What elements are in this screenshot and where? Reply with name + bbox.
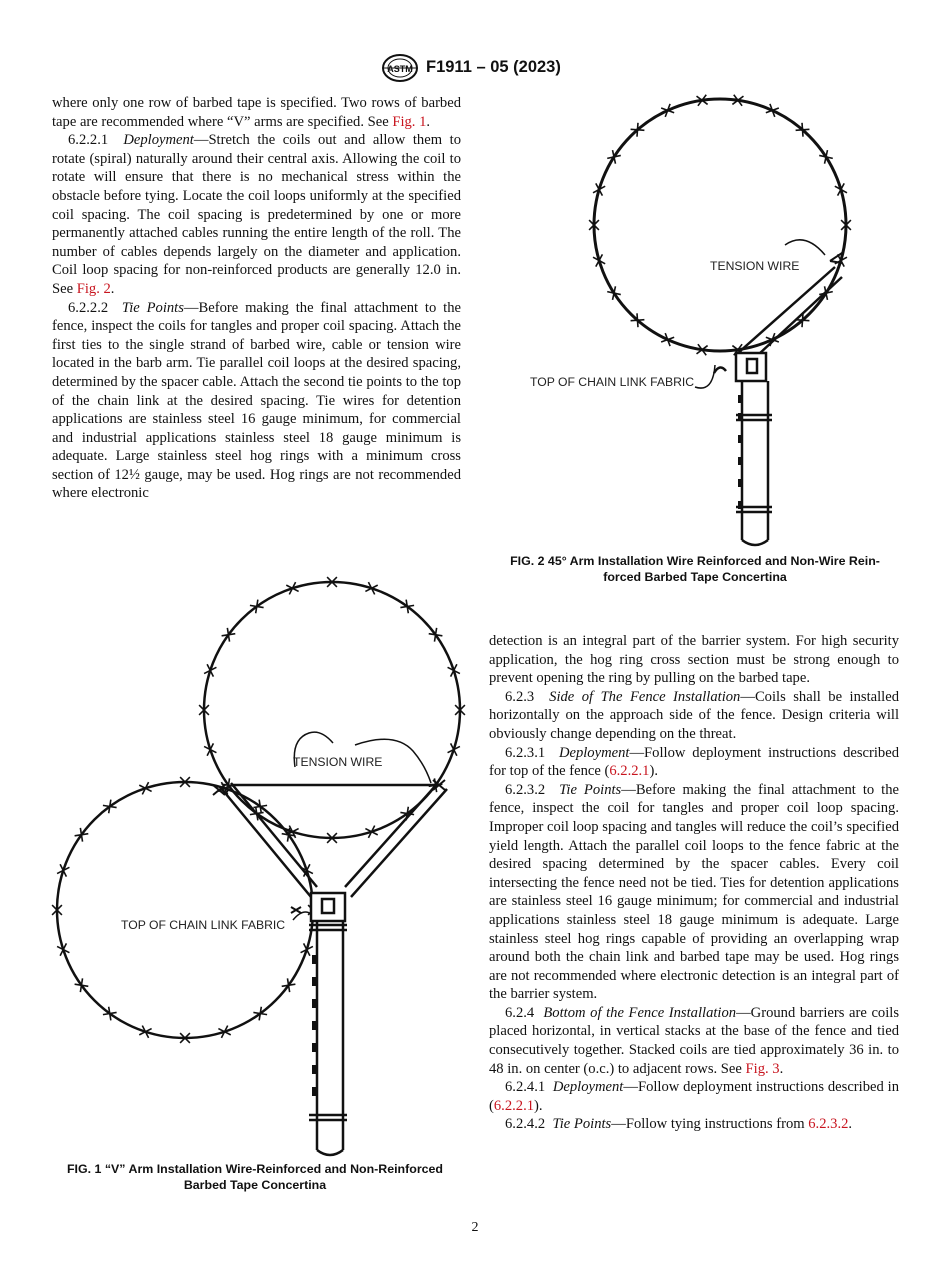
barb-mark xyxy=(250,605,264,607)
ref-6-2-2-1-link-2[interactable]: 6.2.2.1 xyxy=(493,1097,535,1114)
paragraph-continuation: where only one row of barbed tape is specified. Two rows of barbed tape are recommended where “V” arms are specified. See Fig. 1. xyxy=(52,95,461,130)
barb-mark xyxy=(282,984,296,986)
section-6-2-4: 6.2.4 Bottom of the Fence Installation—Ground barriers are coils placed horizontal, in vertical stacks at the base of the fence and tied consecutively together. Stacked coils are tied approximately 36 in. to 48 in. on center (o.c.) to adjacent rows. See Fig. 3. xyxy=(489,1004,900,1077)
document-designation: F1911 – 05 (2023) xyxy=(426,58,561,76)
section-6-2-2-2: 6.2.2.2 Tie Points—Before making the final attachment to the fence, inspect the coils for tangles and proper coil spacing. Attach the first ties to the single strand of barbed wire, cable or tension wire located in the barb arm. Tie parallel coil loops at the desired spacing, determined by the spacer cable. Attach the second tie points to the top of the chain link at the desired spacing. Tie wires for detention applications are stainless steel 16 gauge minimum, for commercial and industrial applications stainless steel 18 gauge minimum is adequate. Large stainless steel hog rings with a minimum cross section of 12½ gauge, may be used. Hog rings are not recommended where electronic xyxy=(52,299,461,502)
section-6-2-4-1: 6.2.4.1 Deployment—Follow deployment instructions described in (6.2.2.1). xyxy=(489,1079,899,1114)
fig1-label-tension-wire: TENSION WIRE xyxy=(293,755,383,769)
ref-6-2-2-1-link[interactable]: 6.2.2.1 xyxy=(609,763,650,780)
barb-mark xyxy=(109,1007,111,1021)
barb-mark xyxy=(406,600,408,614)
right-column-text xyxy=(489,632,899,1134)
paragraph-continuation-detection: detection is an integral part of the barrier system. For high security application, the hog ring cross section must be strong enough to prevent opening the ring by pulling on the barbed tape. xyxy=(489,633,899,687)
fig1-lower-coil xyxy=(52,777,318,1043)
fig1-chain-pointer xyxy=(293,912,311,920)
section-6-2-3-1: 6.2.3.1 Deployment—Follow deployment instructions described for top of the fence (6.2.2.1). xyxy=(489,744,900,780)
fig2-chain-pointer xyxy=(695,365,715,388)
barb-mark xyxy=(80,978,82,992)
barb-mark xyxy=(796,320,810,321)
logo-text: ASTM xyxy=(387,64,413,74)
section-6-2-3: 6.2.3 Side of The Fence Installation—Coils shall be installed horizontally on the approach side of the fence. Design criteria will obviously change depending on the threat. xyxy=(489,688,899,742)
barb-mark xyxy=(637,313,638,327)
fig2-caption: FIG. 2 45° Arm Installation Wire Reinforced and Non-Wire Rein- forced Barbed Tape Concertina xyxy=(510,554,880,584)
fig1-link[interactable]: Fig. 1 xyxy=(392,113,427,130)
left-column-text xyxy=(52,94,461,503)
fig2-post xyxy=(736,353,772,545)
fig2-link[interactable]: Fig. 2 xyxy=(76,280,111,297)
fig1-drawing xyxy=(55,575,475,1160)
fig2-chain-tie-icon xyxy=(714,367,726,373)
barb-mark xyxy=(631,129,645,130)
barb-mark xyxy=(434,628,436,642)
barb-mark xyxy=(259,800,261,814)
fig1-caption: FIG. 1 “V” Arm Installation Wire-Reinforced and Non-Reinforced Barbed Tape Concertina xyxy=(66,1162,443,1192)
fig1-label-chain-link: TOP OF CHAIN LINK FABRIC xyxy=(121,918,286,932)
fig3-link[interactable]: Fig. 3 xyxy=(745,1060,780,1077)
astm-logo-icon xyxy=(381,54,419,82)
ref-6-2-3-2-link[interactable]: 6.2.3.2 xyxy=(808,1116,849,1133)
page-number: 2 xyxy=(471,1220,479,1235)
fig1-upper-coil xyxy=(199,577,465,843)
fig2-label-chain-link: TOP OF CHAIN LINK FABRIC xyxy=(530,375,695,389)
fig2-tension-pointer xyxy=(785,240,825,255)
page-header xyxy=(0,54,950,84)
fig1-chain-tie-icon xyxy=(291,907,301,913)
barb-mark xyxy=(103,805,117,807)
barb-mark xyxy=(253,1012,267,1014)
barb-mark xyxy=(802,123,803,137)
fig2-drawing xyxy=(500,95,900,555)
fig2-barbed-coil xyxy=(589,95,851,356)
section-6-2-2-1: 6.2.2.1 Deployment—Stretch the coils out and allow them to rotate (spiral) naturally around their central axis. Allowing the coil to rotate will ensure that there is no mechanical stress within the obstacle before tying. Locate the coil loops uniformly at the specified coil spacing. The coil spacing is predetermined by one or more permanently attached cables running the entire length of the roll. The number of cables depends largely on the diameter and application. Coil loop spacing for non-reinforced products are generally 12.0 in. See Fig. 2. xyxy=(52,132,461,297)
barb-mark xyxy=(222,634,236,636)
fig2-label-tension-wire: TENSION WIRE xyxy=(710,259,800,273)
section-6-2-3-2: 6.2.3.2 Tie Points—Before making the final attachment to the fence, inspect the coil for tangles and proper coil loop spacing. Improper coil loop spacing and tangles will reduce the coil’s specified yield length. Attach the parallel coil loops to the fence fabric at the desired spacing determined by the spacer cables. Every coil intersecting the fence need not be tied. Ties for detention applications are stainless steel 16 gauge minimum; for commercial and industrial applications stainless steel 18 gauge minimum is adequate. Large stainless steel hog rings capable of providing an overlapping wrap around both the chain link and barbed tape may be used. Hog rings are not recommended where electronic detection is an integral part of the barrier system. xyxy=(489,781,899,1003)
section-6-2-4-2: 6.2.4.2 Tie Points—Follow tying instructions from 6.2.3.2. xyxy=(505,1116,853,1133)
barb-mark xyxy=(75,834,89,836)
